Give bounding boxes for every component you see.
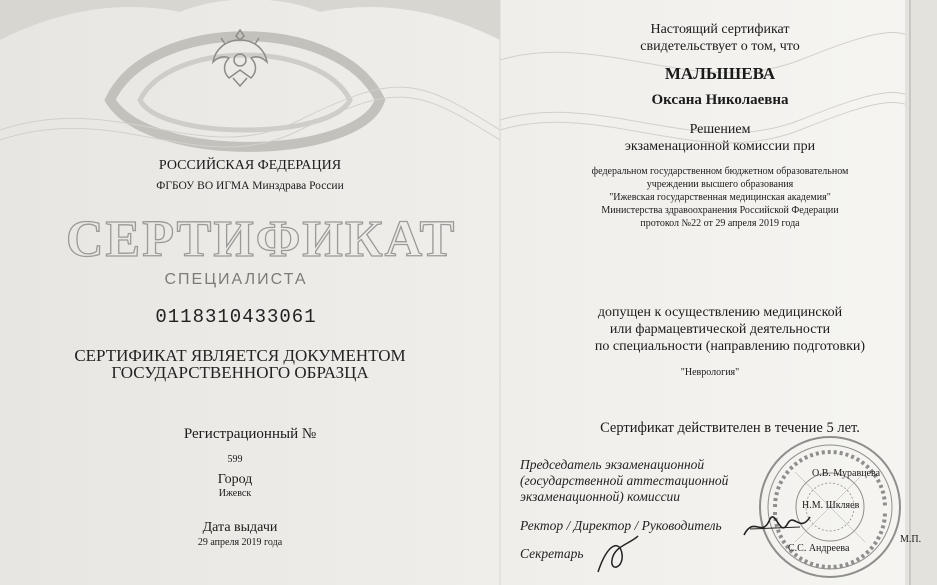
secretary-name: С.С. Андреева <box>788 543 850 554</box>
right-panel <box>500 0 937 585</box>
chair-name: О.В. Муравцева <box>812 468 881 479</box>
issue-date-value: 29 апреля 2019 года <box>197 537 283 548</box>
admitted-line-3: по специальности (направлению подготовки) <box>594 339 866 354</box>
decision-line-1: Решением <box>689 122 751 137</box>
certificate-title: СЕРТИФИКАТ <box>66 211 457 268</box>
intro-line-2: свидетельствует о том, что <box>640 39 800 54</box>
decision-line-2: экзаменационной комиссии при <box>624 139 816 154</box>
rector-name: Н.М. Шкляев <box>802 500 860 511</box>
city-label: Город <box>217 472 253 487</box>
admitted-line-2: или фармацевтической деятельности <box>609 322 831 337</box>
document-status-line-1: СЕРТИФИКАТ ЯВЛЯЕТСЯ ДОКУМЕНТОМ <box>74 346 406 365</box>
document-status-line-2: ГОСУДАРСТВЕННОГО ОБРАЗЦА <box>111 363 369 382</box>
seal-place-mark: М.П. <box>900 534 922 545</box>
certificate-subtitle: СПЕЦИАЛИСТА <box>164 271 308 288</box>
rector-label: Ректор / Директор / Руководитель <box>520 518 722 533</box>
org-line-3: "Ижевская государственная медицинская академия" <box>609 192 831 203</box>
validity-statement: Сертификат действителен в течение 5 лет. <box>600 420 860 436</box>
city-value: Ижевск <box>218 488 252 499</box>
institution-name: ФГБОУ ВО ИГМА Минздрава России <box>156 180 344 192</box>
specialty: "Неврология" <box>680 367 740 378</box>
intro-line-1: Настоящий сертификат <box>650 22 790 37</box>
rector-signature <box>740 505 820 545</box>
country-name: РОССИЙСКАЯ ФЕДЕРАЦИЯ <box>158 158 342 173</box>
org-line-4: Министерства здравоохранения Российской Федерации <box>601 205 839 216</box>
holder-name: Оксана Николаевна <box>651 92 789 108</box>
org-line-2: учреждении высшего образования <box>646 179 794 190</box>
chair-label-line-1: Председатель экзаменационной <box>520 457 705 472</box>
org-line-1: федеральном государственном бюджетном образовательном <box>591 166 849 177</box>
admitted-line-1: допущен к осуществлению медицинской <box>597 305 843 320</box>
protocol-line: протокол №22 от 29 апреля 2019 года <box>640 218 800 229</box>
chair-label-line-2: (государственной аттестационной <box>520 473 729 488</box>
holder-surname: МАЛЫШЕВА <box>664 64 776 83</box>
secretary-label: Секретарь <box>520 546 584 561</box>
chair-label-line-3: экзаменационной) комиссии <box>520 489 681 504</box>
registration-number: 599 <box>227 454 243 465</box>
secretary-signature <box>590 532 650 582</box>
certificate-number: 0118310433061 <box>155 306 317 328</box>
issue-date-label: Дата выдачи <box>202 520 278 535</box>
registration-label: Регистрационный № <box>183 426 317 442</box>
